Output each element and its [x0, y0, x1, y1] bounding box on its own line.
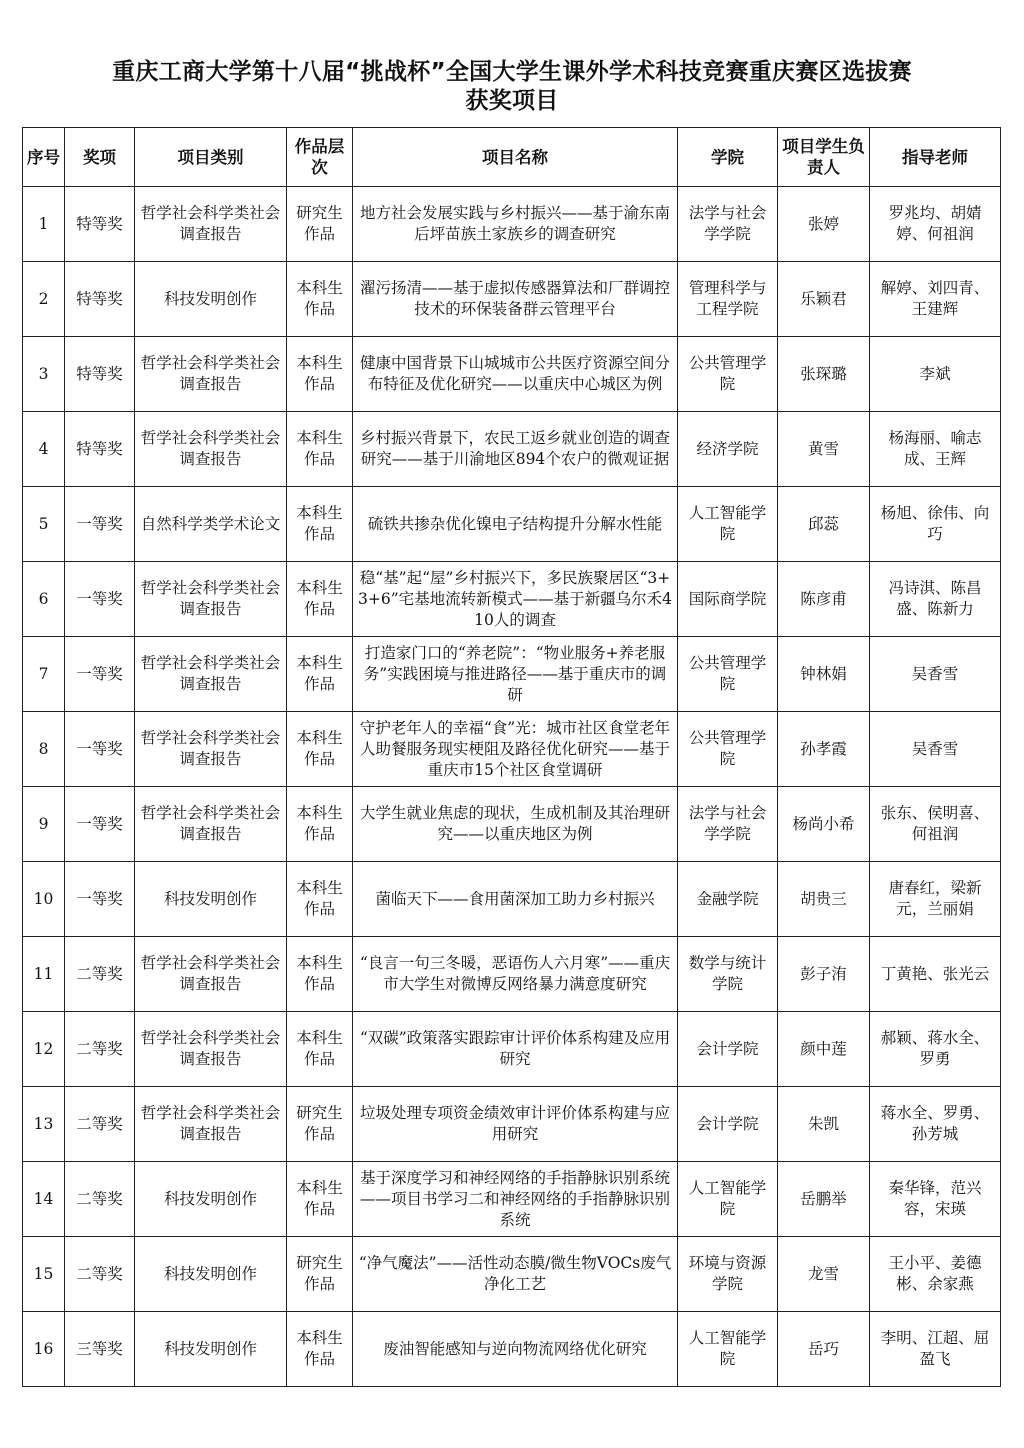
cell-category: 哲学社会科学类社会调查报告	[135, 1012, 287, 1087]
cell-advisor: 冯诗淇、陈昌盛、陈新力	[870, 562, 1001, 637]
cell-project-name: 菌临天下——食用菌深加工助力乡村振兴	[353, 862, 678, 937]
cell-project-name: 濯污扬清——基于虚拟传感器算法和厂群调控技术的环保装备群云管理平台	[353, 262, 678, 337]
cell-student-leader: 黄雪	[778, 412, 870, 487]
cell-student-leader: 杨尚小希	[778, 787, 870, 862]
cell-category: 哲学社会科学类社会调查报告	[135, 1087, 287, 1162]
cell-student-leader: 孙孝霞	[778, 712, 870, 787]
cell-college: 会计学院	[678, 1012, 778, 1087]
cell-advisor: 丁黄艳、张光云	[870, 937, 1001, 1012]
cell-college: 法学与社会学学院	[678, 787, 778, 862]
cell-level: 本科生作品	[287, 1312, 353, 1387]
cell-advisor: 吴香雪	[870, 637, 1001, 712]
cell-advisor: 唐春红，梁新元，兰丽娟	[870, 862, 1001, 937]
table-row	[23, 562, 1001, 637]
cell-college: 人工智能学院	[678, 487, 778, 562]
cell-advisor: 秦华锋，范兴容，宋瑛	[870, 1162, 1001, 1237]
cell-advisor: 杨旭、徐伟、向巧	[870, 487, 1001, 562]
cell-number: 2	[23, 262, 65, 337]
cell-number: 12	[23, 1012, 65, 1087]
cell-student-leader: 张琛璐	[778, 337, 870, 412]
cell-project-name: 稳“基”起“屋”乡村振兴下，多民族聚居区“3+3+6”宅基地流转新模式——基于新疆乌尔禾410人的调查	[353, 562, 678, 637]
cell-college: 数学与统计学院	[678, 937, 778, 1012]
table-row	[23, 637, 1001, 712]
cell-student-leader: 邱蕊	[778, 487, 870, 562]
cell-project-name: 废油智能感知与逆向物流网络优化研究	[353, 1312, 678, 1387]
cell-award: 特等奖	[65, 412, 135, 487]
cell-number: 9	[23, 787, 65, 862]
cell-category: 科技发明创作	[135, 1312, 287, 1387]
table-row	[23, 1237, 1001, 1312]
cell-college: 国际商学院	[678, 562, 778, 637]
cell-advisor: 罗兆均、胡婧婷、何祖润	[870, 187, 1001, 262]
cell-college: 会计学院	[678, 1087, 778, 1162]
cell-number: 3	[23, 337, 65, 412]
cell-advisor: 解婷、刘四青、王建辉	[870, 262, 1001, 337]
cell-category: 哲学社会科学类社会调查报告	[135, 712, 287, 787]
header-student-leader: 项目学生负责人	[778, 128, 870, 187]
cell-advisor: 蒋水全、罗勇、孙芳城	[870, 1087, 1001, 1162]
cell-college: 经济学院	[678, 412, 778, 487]
cell-project-name: “净气魔法”——活性动态膜/微生物VOCs废气净化工艺	[353, 1237, 678, 1312]
cell-award: 特等奖	[65, 262, 135, 337]
cell-college: 公共管理学院	[678, 337, 778, 412]
cell-student-leader: 岳鹏举	[778, 1162, 870, 1237]
header-number: 序号	[23, 128, 65, 187]
cell-category: 哲学社会科学类社会调查报告	[135, 187, 287, 262]
cell-category: 哲学社会科学类社会调查报告	[135, 562, 287, 637]
table-row	[23, 187, 1001, 262]
table-row	[23, 412, 1001, 487]
document-title	[0, 58, 1024, 116]
cell-number: 7	[23, 637, 65, 712]
cell-student-leader: 彭子洧	[778, 937, 870, 1012]
cell-project-name: 硫铁共掺杂优化镍电子结构提升分解水性能	[353, 487, 678, 562]
header-level: 作品层次	[287, 128, 353, 187]
title-line-1: 重庆工商大学第十八届“挑战杯”全国大学生课外学术科技竞赛重庆赛区选拔赛	[112, 59, 912, 85]
cell-college: 管理科学与工程学院	[678, 262, 778, 337]
table-header-row	[23, 128, 1001, 187]
cell-level: 本科生作品	[287, 337, 353, 412]
cell-college: 金融学院	[678, 862, 778, 937]
table-row	[23, 262, 1001, 337]
cell-level: 本科生作品	[287, 712, 353, 787]
cell-number: 10	[23, 862, 65, 937]
cell-level: 本科生作品	[287, 412, 353, 487]
header-award: 奖项	[65, 128, 135, 187]
table-row	[23, 937, 1001, 1012]
cell-college: 环境与资源学院	[678, 1237, 778, 1312]
cell-student-leader: 颜中莲	[778, 1012, 870, 1087]
cell-category: 科技发明创作	[135, 262, 287, 337]
cell-award: 二等奖	[65, 937, 135, 1012]
cell-advisor: 王小平、姜德彬、余家燕	[870, 1237, 1001, 1312]
cell-number: 13	[23, 1087, 65, 1162]
cell-student-leader: 胡贵三	[778, 862, 870, 937]
cell-award: 一等奖	[65, 862, 135, 937]
header-category: 项目类别	[135, 128, 287, 187]
cell-category: 自然科学类学术论文	[135, 487, 287, 562]
cell-advisor: 张东、侯明喜、何祖润	[870, 787, 1001, 862]
cell-project-name: 地方社会发展实践与乡村振兴——基于渝东南后坪苗族土家族乡的调查研究	[353, 187, 678, 262]
cell-level: 研究生作品	[287, 187, 353, 262]
cell-category: 哲学社会科学类社会调查报告	[135, 637, 287, 712]
cell-project-name: 守护老年人的幸福“食”光：城市社区食堂老年人助餐服务现实梗阻及路径优化研究——基于重庆市15个社区食堂调研	[353, 712, 678, 787]
cell-project-name: 健康中国背景下山城城市公共医疗资源空间分布特征及优化研究——以重庆中心城区为例	[353, 337, 678, 412]
table-row	[23, 487, 1001, 562]
cell-project-name: “良言一句三冬暖，恶语伤人六月寒”——重庆市大学生对微博反网络暴力满意度研究	[353, 937, 678, 1012]
table-row	[23, 862, 1001, 937]
cell-level: 本科生作品	[287, 487, 353, 562]
cell-project-name: 基于深度学习和神经网络的手指静脉识别系统——项目书学习二和神经网络的手指静脉识别系统	[353, 1162, 678, 1237]
table-row	[23, 1012, 1001, 1087]
cell-project-name: 打造家门口的“养老院”：“物业服务+养老服务”实践困境与推进路径——基于重庆市的调研	[353, 637, 678, 712]
table-row	[23, 337, 1001, 412]
cell-college: 人工智能学院	[678, 1162, 778, 1237]
cell-number: 4	[23, 412, 65, 487]
cell-award: 特等奖	[65, 337, 135, 412]
title-line-2: 获奖项目	[465, 88, 559, 114]
cell-number: 5	[23, 487, 65, 562]
cell-category: 科技发明创作	[135, 1237, 287, 1312]
cell-college: 人工智能学院	[678, 1312, 778, 1387]
cell-award: 一等奖	[65, 562, 135, 637]
cell-project-name: 垃圾处理专项资金绩效审计评价体系构建与应用研究	[353, 1087, 678, 1162]
table-row	[23, 1087, 1001, 1162]
cell-award: 二等奖	[65, 1087, 135, 1162]
header-project-name: 项目名称	[353, 128, 678, 187]
cell-award: 二等奖	[65, 1237, 135, 1312]
cell-category: 哲学社会科学类社会调查报告	[135, 412, 287, 487]
cell-category: 科技发明创作	[135, 862, 287, 937]
cell-advisor: 李明、江超、屈盈飞	[870, 1312, 1001, 1387]
cell-number: 15	[23, 1237, 65, 1312]
header-college: 学院	[678, 128, 778, 187]
table-row	[23, 787, 1001, 862]
cell-number: 14	[23, 1162, 65, 1237]
table-body	[23, 187, 1001, 1387]
cell-award: 二等奖	[65, 1162, 135, 1237]
cell-project-name: 大学生就业焦虑的现状，生成机制及其治理研究——以重庆地区为例	[353, 787, 678, 862]
cell-student-leader: 龙雪	[778, 1237, 870, 1312]
cell-category: 哲学社会科学类社会调查报告	[135, 937, 287, 1012]
cell-category: 科技发明创作	[135, 1162, 287, 1237]
cell-student-leader: 钟林娟	[778, 637, 870, 712]
cell-advisor: 杨海丽、喻志成、王辉	[870, 412, 1001, 487]
cell-student-leader: 乐颖君	[778, 262, 870, 337]
header-advisor: 指导老师	[870, 128, 1001, 187]
cell-project-name: 乡村振兴背景下，农民工返乡就业创造的调查研究——基于川渝地区894个农户的微观证据	[353, 412, 678, 487]
cell-student-leader: 陈彦甫	[778, 562, 870, 637]
cell-level: 研究生作品	[287, 1237, 353, 1312]
cell-project-name: “双碳”政策落实跟踪审计评价体系构建及应用研究	[353, 1012, 678, 1087]
cell-college: 公共管理学院	[678, 637, 778, 712]
cell-number: 16	[23, 1312, 65, 1387]
cell-number: 1	[23, 187, 65, 262]
cell-award: 三等奖	[65, 1312, 135, 1387]
cell-student-leader: 岳巧	[778, 1312, 870, 1387]
cell-level: 本科生作品	[287, 262, 353, 337]
awards-table	[22, 127, 1001, 1387]
cell-award: 一等奖	[65, 712, 135, 787]
cell-college: 公共管理学院	[678, 712, 778, 787]
table-row	[23, 1162, 1001, 1237]
cell-award: 二等奖	[65, 1012, 135, 1087]
cell-number: 11	[23, 937, 65, 1012]
cell-level: 本科生作品	[287, 862, 353, 937]
cell-level: 本科生作品	[287, 1162, 353, 1237]
cell-number: 8	[23, 712, 65, 787]
cell-level: 本科生作品	[287, 937, 353, 1012]
cell-student-leader: 朱凯	[778, 1087, 870, 1162]
cell-category: 哲学社会科学类社会调查报告	[135, 337, 287, 412]
cell-category: 哲学社会科学类社会调查报告	[135, 787, 287, 862]
cell-award: 特等奖	[65, 187, 135, 262]
cell-advisor: 李斌	[870, 337, 1001, 412]
cell-advisor: 吴香雪	[870, 712, 1001, 787]
cell-level: 研究生作品	[287, 1087, 353, 1162]
cell-level: 本科生作品	[287, 562, 353, 637]
cell-level: 本科生作品	[287, 787, 353, 862]
table-row	[23, 712, 1001, 787]
cell-award: 一等奖	[65, 787, 135, 862]
cell-award: 一等奖	[65, 487, 135, 562]
cell-student-leader: 张婷	[778, 187, 870, 262]
cell-college: 法学与社会学学院	[678, 187, 778, 262]
cell-level: 本科生作品	[287, 637, 353, 712]
cell-number: 6	[23, 562, 65, 637]
cell-level: 本科生作品	[287, 1012, 353, 1087]
cell-advisor: 郝颖、蒋水全、罗勇	[870, 1012, 1001, 1087]
cell-award: 一等奖	[65, 637, 135, 712]
table-row	[23, 1312, 1001, 1387]
